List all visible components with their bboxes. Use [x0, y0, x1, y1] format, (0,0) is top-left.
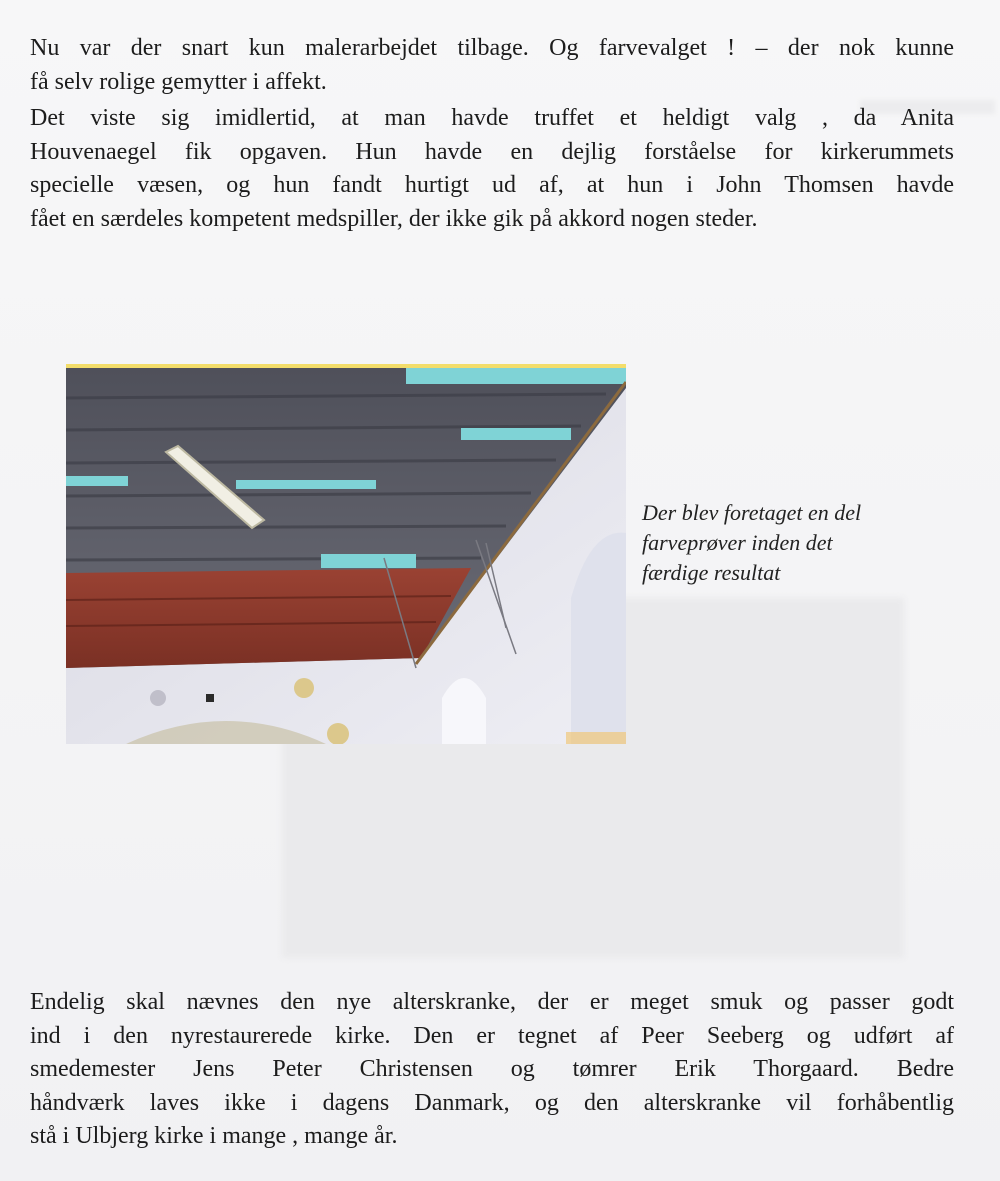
paragraph-painting-intro — [30, 32, 954, 99]
arch-window — [442, 678, 486, 744]
ceiling-photo-drawing — [66, 368, 626, 744]
text-line: specielle væsen, og hun fandt hurtigt ud af, at hun i John Thomsen havde — [30, 172, 954, 199]
text-line: ind i den nyrestaurerede kirke. Den er tegnet af Peer Seeberg og udført af — [30, 1022, 954, 1049]
text-line: Det viste sig imidlertid, at man havde truffet et heldigt valg , da Anita — [30, 105, 954, 131]
paragraph-altar-rail — [30, 986, 954, 1154]
wall-ornament — [327, 723, 349, 744]
wall-ornament — [294, 678, 314, 698]
text-line: smedemester Jens Peter Christensen og tømrer Erik Thorgaard. Bedre — [30, 1056, 954, 1083]
caption-line: farveprøver inden det — [642, 530, 833, 555]
ceiling-color-samples-photo — [66, 364, 626, 744]
text-line: få selv rolige gemytter i affekt. — [30, 68, 327, 95]
caption-line: Der blev foretaget en del — [642, 500, 862, 525]
text-line: Houvenaegel fik opgaven. Hun havde en dejlig forståelse for kirkerummets — [30, 138, 954, 165]
caption-line: færdige resultat — [642, 560, 781, 585]
warm-light — [566, 732, 626, 744]
text-line: håndværk laves ikke i dagens Danmark, og den alterskranke vil forhåbentlig — [30, 1089, 954, 1116]
text-line: Endelig skal nævnes den nye alterskranke, der er meget smuk og passer godt — [30, 989, 954, 1015]
text-line: Nu var der snart kun malerarbejdet tilbage. Og farvevalget ! – der nok kunne — [30, 35, 954, 61]
wall-mark — [206, 694, 214, 702]
wall-ornament — [150, 690, 166, 706]
text-line: stå i Ulbjerg kirke i mange , mange år. — [30, 1123, 398, 1150]
text-line: fået en særdeles kompetent medspiller, der ikke gik på akkord nogen steder. — [30, 205, 758, 232]
ceiling-red-sample — [66, 568, 471, 668]
paragraph-painter-choice — [30, 102, 954, 236]
photo-caption — [642, 498, 962, 588]
